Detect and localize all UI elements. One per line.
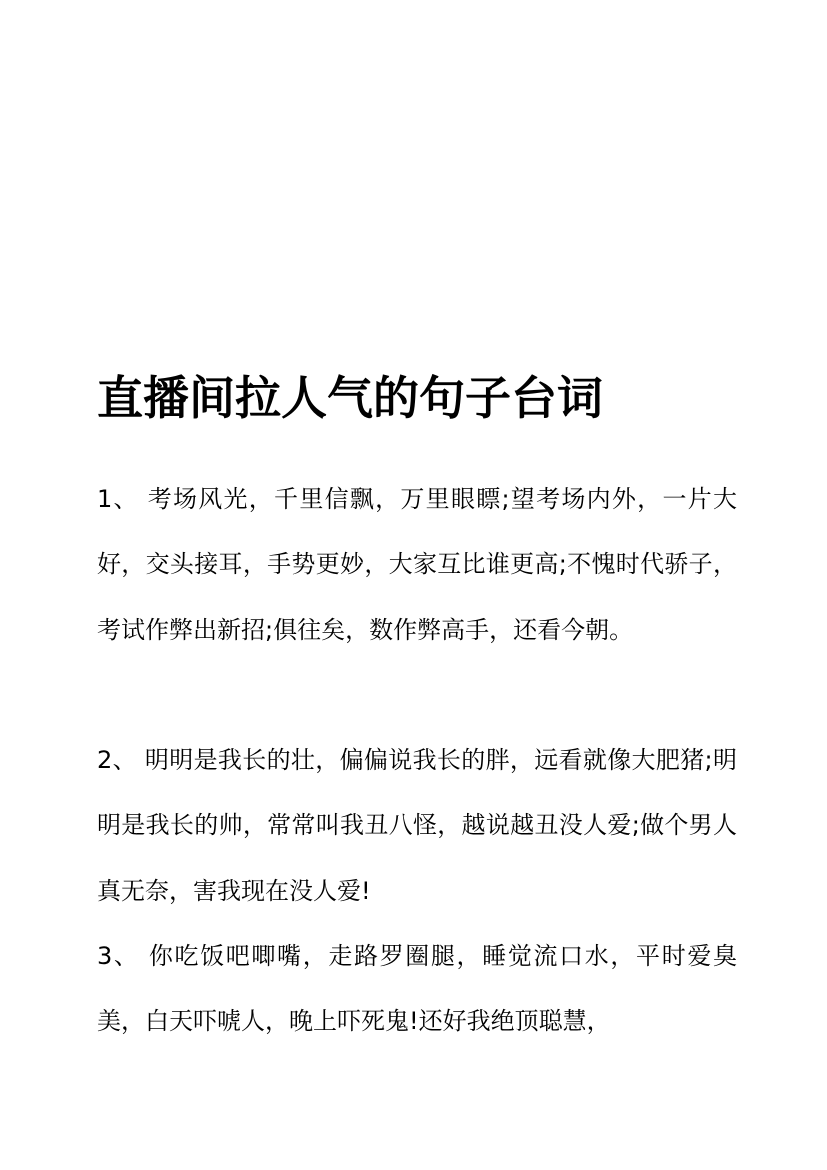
item-text: 考场风光，千里信飘，万里眼瞟;望考场内外，一片大好，交头接耳，手势更妙，大家互比谁更高;不愧时代骄子，考试作弊出新招;俱往矣，数作弊高手，还看今朝。: [97, 485, 737, 644]
document-title: 直播间拉人气的句子台词: [97, 371, 603, 425]
list-item: [97, 924, 737, 1055]
item-number: 1、: [97, 485, 139, 513]
item-text: 你吃饭吧唧嘴，走路罗圈腿，睡觉流口水，平时爱臭美，白天吓唬人，晚上吓死鬼!还好我绝顶聪慧，: [97, 942, 737, 1036]
item-number: 2、: [97, 746, 137, 774]
list-item: [97, 467, 737, 663]
item-number: 3、: [97, 942, 140, 970]
list-item: [97, 728, 737, 924]
item-text: 明明是我长的壮，偏偏说我长的胖，远看就像大肥猪;明明是我长的帅，常常叫我丑八怪，越说越丑没人爱;做个男人真无奈，害我现在没人爱!: [97, 746, 737, 905]
